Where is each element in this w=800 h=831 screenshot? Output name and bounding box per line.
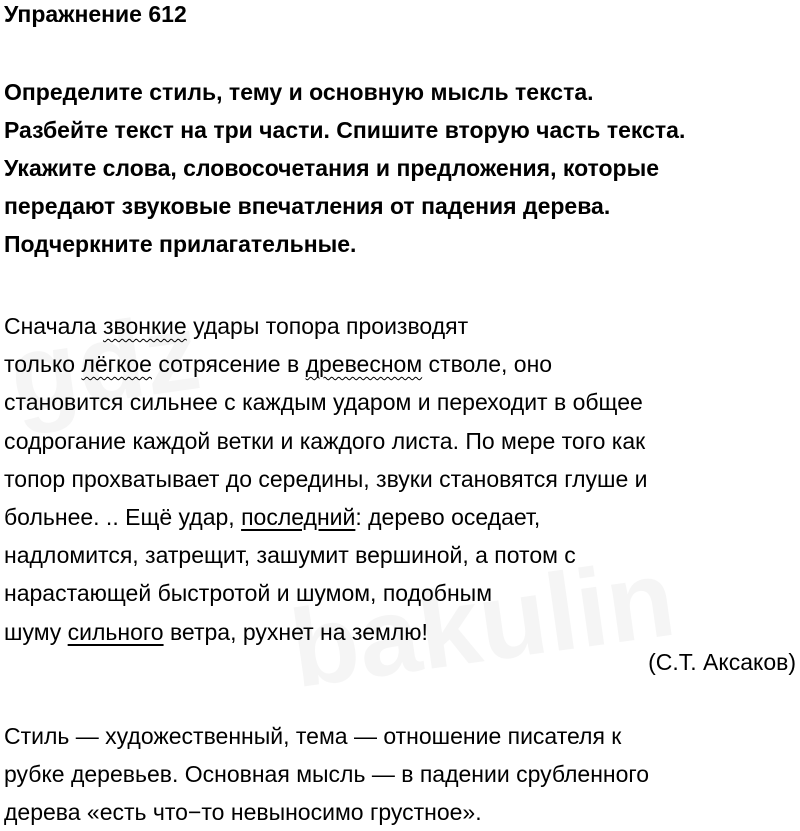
text-fragment: удары топора производят (186, 313, 469, 339)
answer-line: дерева «есть что−то невыносимо грустное». (4, 799, 482, 825)
text-fragment: Сначала (4, 313, 103, 339)
text-fragment: стволе, оно (422, 351, 553, 378)
task-line: Определите стиль, тему и основную мысль текста. (4, 79, 594, 105)
underlined-adjective: древесном (305, 351, 423, 378)
text-line: нарастающей быстротой и шумом, подобным (4, 580, 493, 607)
task-block (4, 73, 794, 263)
task-line: Подчеркните прилагательные. (4, 231, 357, 257)
task-line: передают звуковые впечатления от падения дерева. (4, 193, 611, 219)
text-line (4, 498, 796, 536)
answer-line: Стиль — художественный, тема — отношение писателя к (4, 723, 622, 749)
text-fragment: больнее. .. Ещё удар, (4, 504, 242, 531)
text-fragment: сотрясение в (151, 351, 306, 378)
task-line: Укажите слова, словосочетания и предложения, которые (4, 155, 660, 181)
task-line: Разбейте текст на три части. Спишите вторую часть текста. (4, 117, 686, 143)
answer-line: рубке деревьев. Основная мысль — в падении срубленного (4, 761, 650, 787)
text-line: содрогание каждой ветки и каждого листа. По мере того как (4, 427, 646, 454)
text-line: надломится, затрещит, зашумит вершиной, а потом с (4, 542, 576, 569)
underlined-adjective: лёгкое (81, 351, 152, 378)
text-fragment: ветра, рухнет на землю! (163, 618, 428, 645)
underlined-adjective: сильного (67, 618, 164, 645)
text-line: топор прохватывает до середины, звуки становятся глуше и (4, 465, 648, 492)
text-fragment: : дерево оседает, (355, 504, 541, 531)
underlined-adjective: последний (241, 504, 356, 531)
exercise-title: Упражнение 612 (4, 1, 187, 27)
text-line (4, 345, 796, 383)
author-attribution: (С.Т. Аксаков) (648, 649, 796, 675)
literary-text (4, 307, 796, 651)
text-line: становится сильнее с каждым ударом и переходит в общее (4, 389, 643, 416)
text-fragment: шуму (4, 618, 68, 645)
text-fragment: только (4, 351, 82, 378)
text-line (4, 307, 796, 345)
underlined-adjective: звонкие (102, 313, 187, 339)
answer-block (4, 717, 796, 831)
